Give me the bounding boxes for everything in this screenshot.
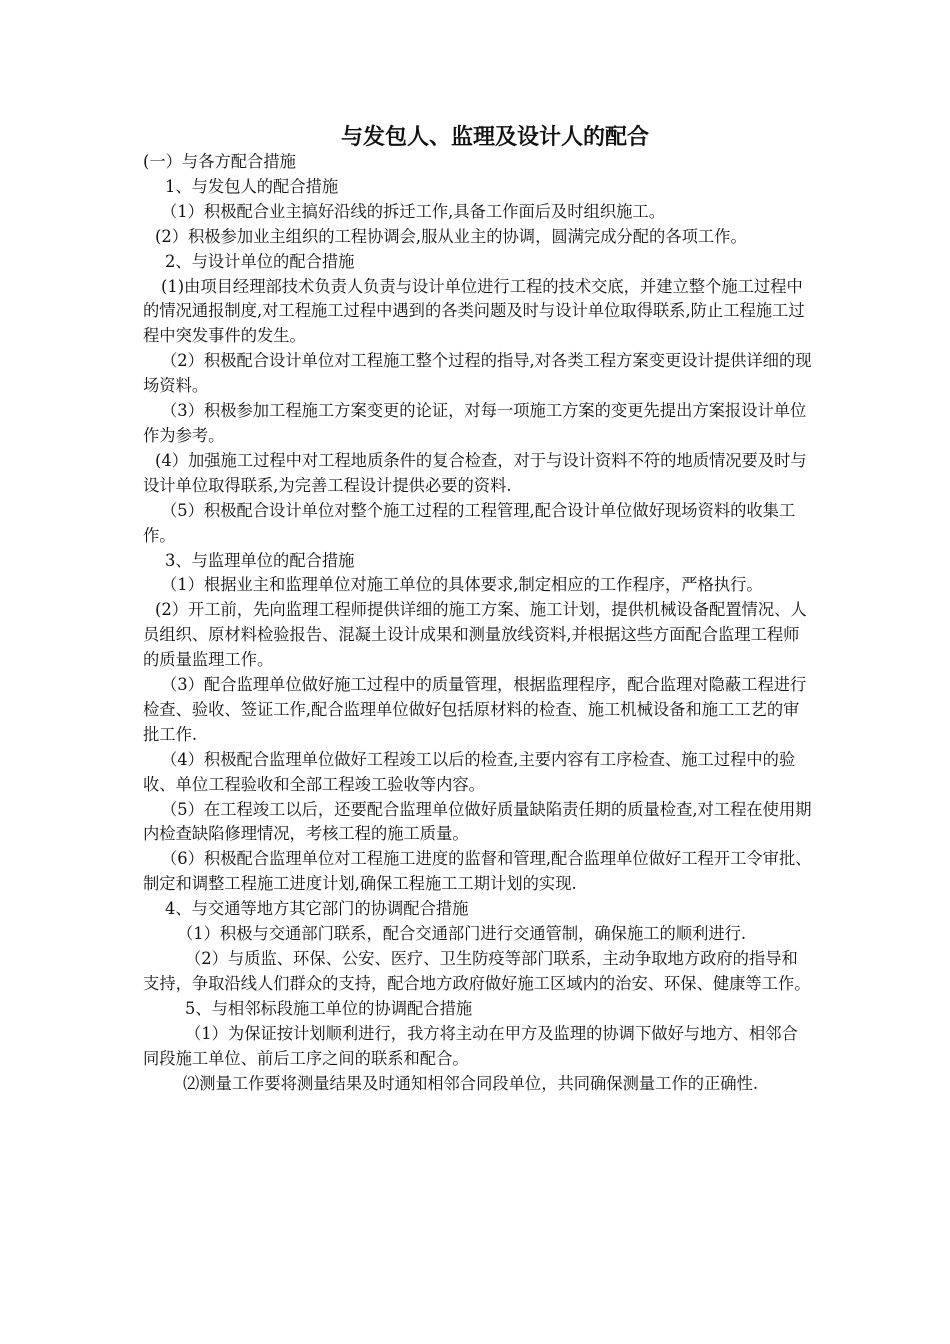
paragraph: （1）为保证按计划顺利进行，我方将主动在甲方及监理的协调下做好与地方、相邻合同段施工单位、前后工序之间的联系和配合。 [143,1023,798,1068]
document-body [143,150,813,1096]
paragraph: （1）积极配合业主搞好沿线的拆迁工作,具备工作面后及时组织施工。 [161,201,665,221]
paragraph: （2）与质监、环保、公安、医疗、卫生防疫等部门联系，主动争取地方政府的指导和支持，争取沿线人们群众的支持，配合地方政府做好施工区域内的治安、环保、健康等工作。 [143,949,811,993]
paragraph: (2）积极参加业主组织的工程协调会,服从业主的协调，圆满完成分配的各项工作。 [155,226,747,246]
paragraph: （1）根据业主和监理单位对施工单位的具体要求,制定相应的工作程序，严格执行。 [161,575,763,595]
subsection-heading: 2、与设计单位的配合措施 [165,251,355,271]
paragraph: (1)由项目经理部技术负责人负责与设计单位进行工程的技术交底，并建立整个施工过程中的情况通报制度,对工程施工过程中遇到的各类问题及时与设计单位取得联系,防止工程施工过程中突发事件的发生。 [143,276,805,346]
subsection-heading: 4、与交通等地方其它部门的协调配合措施 [165,899,469,919]
section-heading: (一）与各方配合措施 [143,152,296,171]
paragraph: (2）开工前，先向监理工程师提供详细的施工方案、施工计划，提供机械设备配置情况、人员组织、原材料检验报告、混凝土设计成果和测量放线资料,并根据这些方面配合监理工程师的质量监理工作。 [143,600,807,670]
paragraph: （4）积极配合监理单位做好工程竣工以后的检查,主要内容有工序检查、施工过程中的验收、单位工程验收和全部工程竣工验收等内容。 [143,749,796,794]
paragraph: （5）积极配合设计单位对整个施工过程的工程管理,配合设计单位做好现场资料的收集工作。 [143,500,796,545]
paragraph: （5）在工程竣工以后，还要配合监理单位做好质量缺陷责任期的质量检查,对工程在使用期内检查缺陷修理情况，考核工程的施工质量。 [143,799,812,844]
paragraph: （3）配合监理单位做好施工过程中的质量管理，根据监理程序，配合监理对隐蔽工程进行检查、验收、签证工作,配合监理单位做好包括原材料的检查、施工机械设备和施工工艺的审批工作. [143,675,807,744]
subsection-heading: 1、与发包人的配合措施 [165,176,339,196]
paragraph: （6）积极配合监理单位对工程施工进度的监督和管理,配合监理单位做好工程开工令审批、制定和调整工程施工进度计划,确保工程施工工期计划的实现. [143,849,812,894]
paragraph: （3）积极参加工程施工方案变更的论证，对每一项施工方案的变更先提出方案报设计单位作为参考。 [143,401,807,445]
paragraph: （1）积极与交通部门联系，配合交通部门进行交通管制，确保施工的顺利进行. [177,924,747,944]
paragraph: (4）加强施工过程中对工程地质条件的复合检查，对于与设计资料不符的地质情况要及时与设计单位取得联系,为完善工程设计提供必要的资料. [143,450,807,495]
subsection-heading: 5、与相邻标段施工单位的协调配合措施 [185,998,473,1018]
document-title: 与发包人、监理及设计人的配合 [340,124,649,150]
paragraph: （2）积极配合设计单位对工程施工整个过程的指导,对各类工程方案变更设计提供详细的现场资料。 [143,351,812,396]
paragraph: ⑵测量工作要将测量结果及时通知相邻合同段单位，共同确保测量工作的正确性. [183,1073,759,1093]
subsection-heading: 3、与监理单位的配合措施 [165,550,355,570]
